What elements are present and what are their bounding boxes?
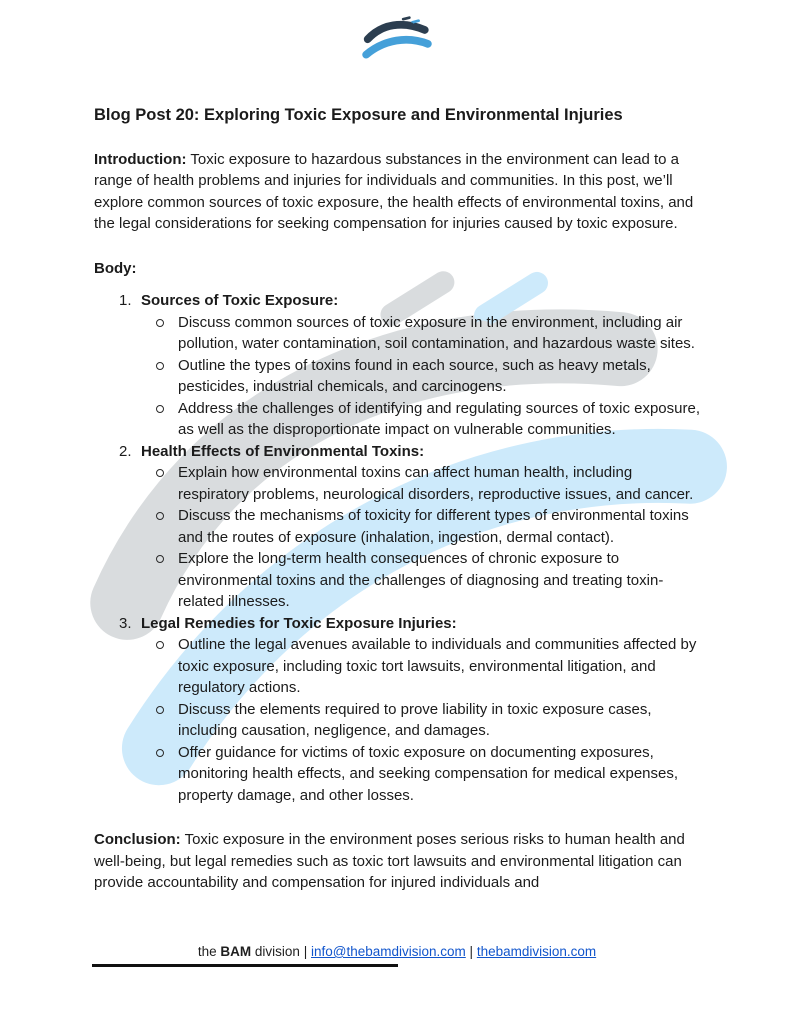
numbered-list — [94, 290, 700, 806]
conclusion-paragraph — [94, 829, 700, 894]
list-section-3 — [94, 613, 700, 807]
footer-brand: BAM — [220, 944, 252, 959]
website-link[interactable]: thebamdivision.com — [476, 944, 597, 959]
list-number: 1. — [119, 292, 132, 309]
circle-bullet-icon — [156, 749, 164, 757]
page-title: Blog Post 20: Exploring Toxic Exposure and Environmental Injuries — [94, 105, 623, 124]
circle-bullet-icon — [156, 512, 164, 520]
intro-label: Introduction: — [94, 150, 187, 168]
conclusion-label: Conclusion: — [94, 831, 181, 848]
section-heading: Sources of Toxic Exposure: — [141, 292, 339, 309]
list-item-text: Address the challenges of identifying and regulating sources of toxic exposure, as well as the disproportionate impact on vulnerable communities. — [178, 399, 700, 438]
footer-separator: | — [303, 944, 308, 959]
circle-bullet-icon — [156, 555, 164, 563]
intro-paragraph — [94, 149, 700, 235]
list-item — [94, 505, 700, 548]
list-item-text: Explore the long-term health consequences of chronic exposure to environmental toxins and the challenges of diagnosing and treating toxin-related illnesses. — [178, 550, 664, 610]
section-heading: Legal Remedies for Toxic Exposure Injuries: — [141, 614, 457, 632]
list-section-2 — [94, 441, 700, 613]
footer-prefix: the — [197, 944, 217, 959]
list-item — [94, 462, 700, 505]
list-item-text: Discuss the elements required to prove liability in toxic exposure cases, including causation, negligence, and damages. — [178, 700, 652, 739]
document-body — [0, 104, 794, 894]
list-section-1 — [94, 290, 700, 441]
list-item — [94, 699, 700, 742]
bam-logo-icon — [358, 13, 436, 67]
footer-divider — [92, 964, 398, 967]
list-item-text: Discuss the mechanisms of toxicity for different types of environmental toxins and the routes of exposure (inhalation, ingestion, dermal contact). — [178, 507, 689, 546]
list-item-text: Outline the legal avenues available to individuals and communities affected by toxic exposure, including toxic tort lawsuits, environmental litigation, and regulatory actions. — [178, 636, 697, 696]
list-number: 2. — [119, 442, 132, 460]
intro-text: Toxic exposure to hazardous substances in the environment can lead to a range of health problems and injuries for individuals and communities. In this post, we’ll explore common sources of toxic exposure, the health effects of environmental toxins, and the legal considerations for seeking compensation for injuries caused by toxic exposure. — [94, 150, 694, 232]
body-label: Body: — [94, 259, 137, 277]
section-heading-row — [94, 441, 700, 463]
list-item-text: Explain how environmental toxins can affect human health, including respiratory problems, neurological disorders, reproductive issues, and cancer. — [178, 464, 694, 503]
list-item — [94, 398, 700, 441]
list-item — [94, 312, 700, 355]
list-item — [94, 634, 700, 699]
circle-bullet-icon — [156, 641, 164, 649]
list-item-text: Outline the types of toxins found in each source, such as heavy metals, pesticides, industrial chemicals, and carcinogens. — [178, 356, 651, 395]
section-heading-row — [94, 290, 700, 312]
section-heading-row — [94, 613, 700, 635]
list-item — [94, 742, 700, 807]
section-heading: Health Effects of Environmental Toxins: — [141, 442, 425, 460]
circle-bullet-icon — [156, 362, 164, 370]
email-link[interactable]: info@thebamdivision.com — [311, 944, 466, 959]
footer-suffix: division — [254, 944, 300, 959]
header — [0, 0, 794, 74]
conclusion-text: Toxic exposure in the environment poses serious risks to human health and well-being, but legal remedies such as toxic tort lawsuits and environmental litigation can provide accountability and compensation for injured individuals and — [94, 831, 685, 891]
list-item — [94, 355, 700, 398]
footer-separator: | — [469, 944, 474, 959]
list-number: 3. — [119, 614, 132, 632]
list-item-text: Offer guidance for victims of toxic exposure on documenting exposures, monitoring health effects, and seeking compensation for medical expenses, property damage, and other losses. — [178, 743, 679, 804]
list-item — [94, 548, 700, 613]
circle-bullet-icon — [156, 706, 164, 714]
footer — [0, 941, 794, 963]
circle-bullet-icon — [156, 469, 164, 477]
circle-bullet-icon — [156, 319, 164, 327]
circle-bullet-icon — [156, 405, 164, 413]
list-item-text: Discuss common sources of toxic exposure in the environment, including air pollution, water contamination, soil contamination, and hazardous waste sites. — [178, 313, 695, 352]
